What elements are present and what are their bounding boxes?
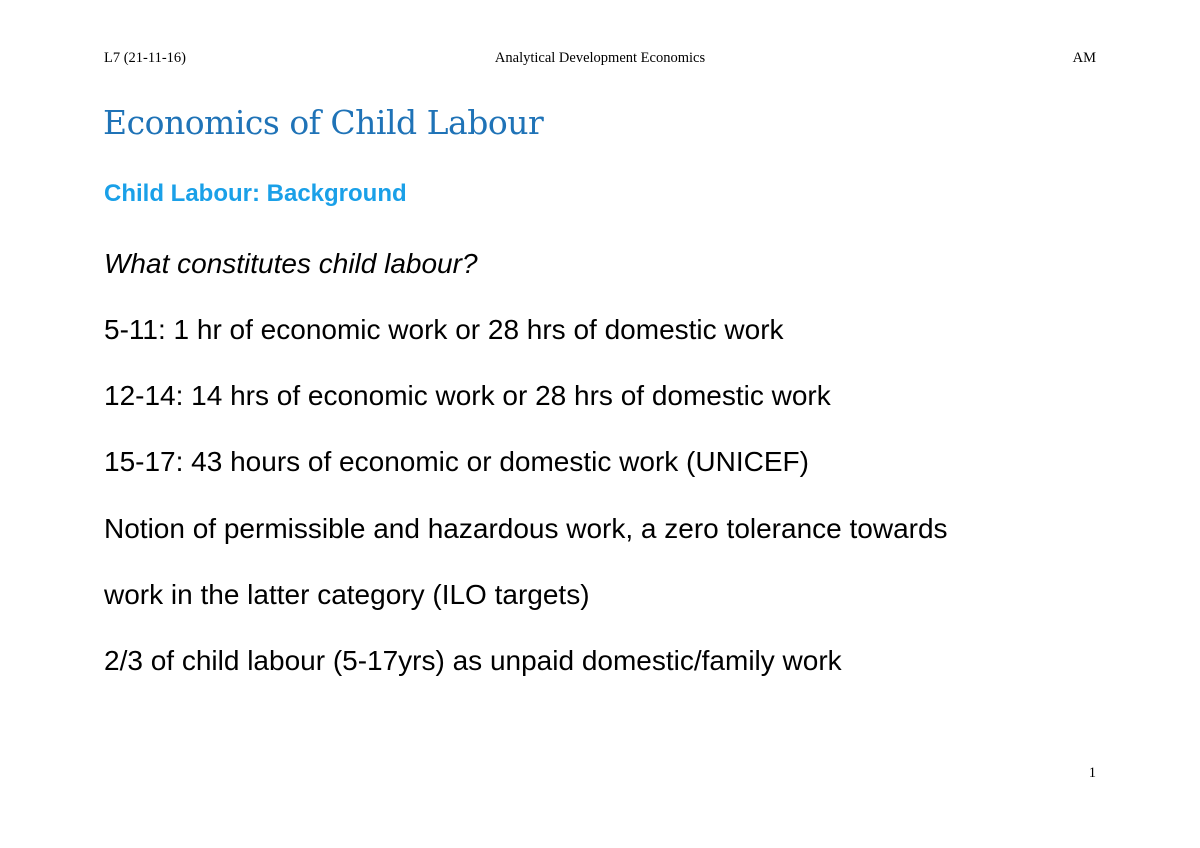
body-line: 5-11: 1 hr of economic work or 28 hrs of domestic work <box>104 314 784 345</box>
section-heading: Child Labour: Background <box>104 180 407 207</box>
body-line: 2/3 of child labour (5-17yrs) as unpaid domestic/family work <box>104 645 842 676</box>
body-line: work in the latter category (ILO targets) <box>104 579 590 610</box>
page-number: 1 <box>1088 765 1096 781</box>
page-header <box>104 50 1096 70</box>
body-line: 15-17: 43 hours of economic or domestic work (UNICEF) <box>104 446 809 477</box>
header-course-title: Analytical Development Economics <box>494 50 706 66</box>
body-line: 12-14: 14 hrs of economic work or 28 hrs of domestic work <box>104 380 831 411</box>
header-author-initials: AM <box>1072 50 1096 66</box>
header-lecture-date: L7 (21-11-16) <box>104 50 187 66</box>
body-line: Notion of permissible and hazardous work, a zero tolerance towards <box>104 513 948 544</box>
question-text: What constitutes child labour? <box>104 248 478 279</box>
page-title: Economics of Child Labour <box>103 103 544 142</box>
